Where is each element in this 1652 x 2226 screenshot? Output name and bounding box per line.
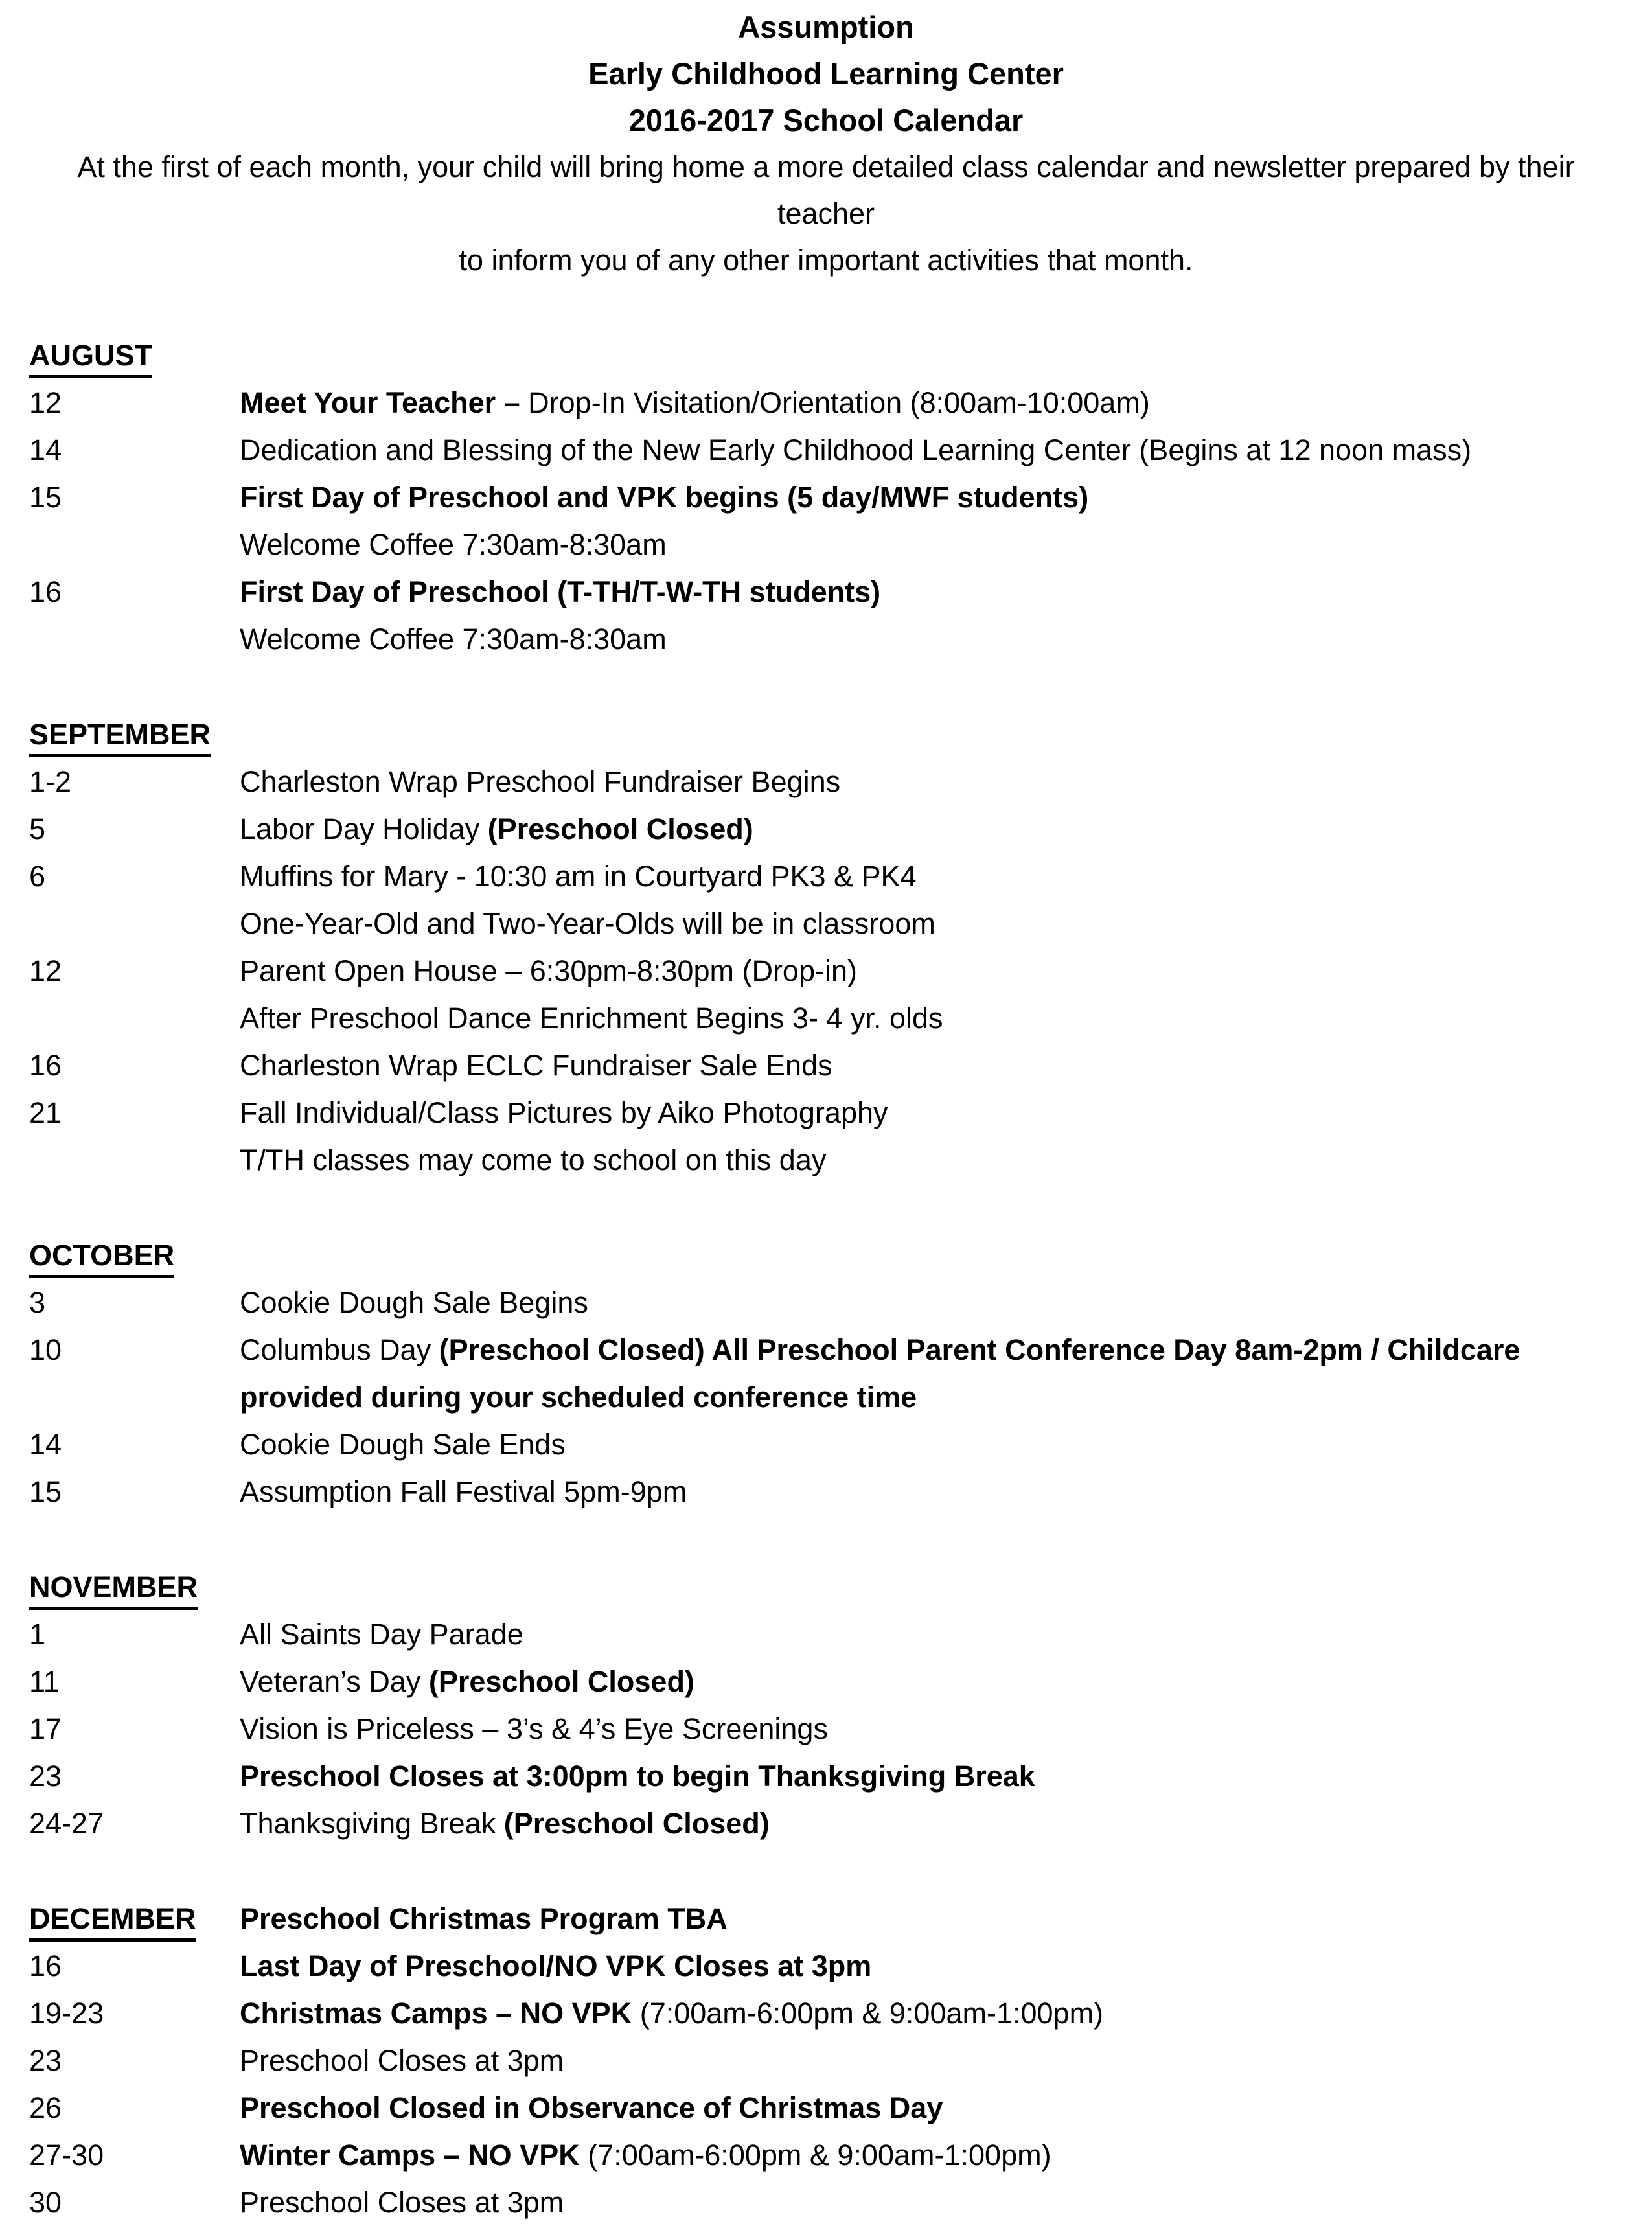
bold-text: (Preschool Closed) [503, 1807, 770, 1840]
month-heading-cell [29, 332, 240, 379]
calendar-title: 2016-2017 School Calendar [628, 103, 1024, 137]
month-section-october [29, 1232, 1623, 1515]
event-row [29, 1942, 1623, 1990]
event-row [29, 379, 1623, 426]
month-heading: NOVEMBER [29, 1568, 198, 1610]
month-heading-row [29, 1895, 1623, 1942]
month-heading: DECEMBER [29, 1899, 196, 1942]
month-heading-cell [29, 1895, 240, 1942]
event-date: 21 [29, 1096, 62, 1129]
event-row [29, 2131, 1623, 2179]
event-description [240, 2131, 1623, 2179]
event-row [29, 615, 1623, 663]
bold-text: Christmas Camps – NO VPK [240, 1997, 640, 2030]
event-date: 3 [29, 1286, 46, 1319]
event-date: 12 [29, 386, 62, 419]
event-date [29, 615, 240, 663]
event-row [29, 1990, 1623, 2037]
bold-text: (Preschool Closed) All Preschool Parent Conference Day 8am-2pm / Childcare [439, 1333, 1520, 1366]
event-description [240, 947, 1623, 994]
month-note [240, 1232, 1623, 1279]
event-description [240, 758, 1623, 805]
text: Welcome Coffee 7:30am-8:30am [240, 623, 667, 656]
event-date [29, 994, 240, 1042]
event-description [240, 1611, 1623, 1658]
month-heading: OCTOBER [29, 1236, 174, 1278]
event-date: 10 [29, 1333, 62, 1366]
event-row [29, 2179, 1623, 2226]
text: Dedication and Blessing of the New Early Childhood Learning Center (Begins at 12 noon mass) [240, 433, 1472, 466]
event-row [29, 1042, 1623, 1089]
month-heading-row [29, 711, 1623, 758]
text: One-Year-Old and Two-Year-Olds will be in classroom [240, 907, 935, 940]
event-description [240, 426, 1623, 474]
event-row [29, 1468, 1623, 1515]
event-row [29, 521, 1623, 568]
event-row [29, 1800, 1623, 1847]
event-date: 27-30 [29, 2139, 104, 2172]
event-description [240, 1800, 1623, 1847]
event-row [29, 1658, 1623, 1705]
event-date: 1 [29, 1618, 46, 1651]
event-date [29, 1136, 240, 1184]
bold-text: (Preschool Closed) [428, 1665, 694, 1698]
event-row [29, 1136, 1623, 1184]
event-row [29, 805, 1623, 853]
text: Muffins for Mary - 10:30 am in Courtyard PK3 & PK4 [240, 860, 917, 893]
event-date: 15 [29, 481, 62, 514]
text: Cookie Dough Sale Begins [240, 1286, 588, 1319]
event-row [29, 1752, 1623, 1800]
bold-text: (Preschool Closed) [487, 812, 753, 845]
event-description [240, 1089, 1623, 1136]
event-date [29, 1373, 240, 1421]
event-row [29, 1089, 1623, 1136]
event-row [29, 1421, 1623, 1468]
document-header [29, 4, 1623, 284]
event-description [240, 2037, 1623, 2084]
event-date [29, 521, 240, 568]
event-date: 23 [29, 2044, 62, 2077]
month-heading-row [29, 1563, 1623, 1611]
event-date: 5 [29, 812, 46, 845]
event-date: 24-27 [29, 1807, 104, 1840]
event-description [240, 1373, 1623, 1421]
event-date: 26 [29, 2091, 62, 2124]
month-section-december [29, 1895, 1623, 2226]
month-note [240, 1895, 1623, 1942]
bold-text: Last Day of Preschool/NO VPK Closes at 3pm [240, 1949, 872, 1982]
event-description [240, 521, 1623, 568]
event-row [29, 758, 1623, 805]
event-description [240, 1136, 1623, 1184]
event-description [240, 1042, 1623, 1089]
bold-text: Winter Camps – NO VPK [240, 2139, 588, 2172]
event-description [240, 2084, 1623, 2131]
month-section-september [29, 711, 1623, 1184]
event-row [29, 568, 1623, 615]
event-date: 14 [29, 433, 62, 466]
center-name: Early Childhood Learning Center [588, 56, 1064, 91]
month-note [240, 1563, 1623, 1611]
event-row [29, 1611, 1623, 1658]
text: Columbus Day [240, 1333, 439, 1366]
event-description [240, 1990, 1623, 2037]
month-heading-cell [29, 1232, 240, 1279]
event-date: 19-23 [29, 1997, 104, 2030]
calendar-sections [29, 332, 1623, 2226]
event-description [240, 615, 1623, 663]
text: Cookie Dough Sale Ends [240, 1428, 566, 1461]
event-date: 30 [29, 2186, 62, 2219]
event-description [240, 474, 1623, 521]
event-date: 16 [29, 575, 62, 608]
event-date: 14 [29, 1428, 62, 1461]
event-description [240, 1942, 1623, 1990]
event-row [29, 1279, 1623, 1326]
text: Vision is Priceless – 3’s & 4’s Eye Screenings [240, 1712, 828, 1745]
month-section-august [29, 332, 1623, 663]
intro-line-1: At the first of each month, your child will bring home a more detailed class calendar and newsletter prepared by their teacher [77, 150, 1575, 230]
event-date: 16 [29, 1949, 62, 1982]
text: Assumption Fall Festival 5pm-9pm [240, 1475, 687, 1508]
month-heading-cell [29, 711, 240, 758]
month-heading-row [29, 1232, 1623, 1279]
text: Charleston Wrap Preschool Fundraiser Begins [240, 765, 841, 798]
event-date: 15 [29, 1475, 62, 1508]
month-section-november [29, 1563, 1623, 1847]
bold-text: provided during your scheduled conference time [240, 1381, 917, 1414]
month-heading: SEPTEMBER [29, 715, 211, 757]
event-date: 12 [29, 954, 62, 987]
text: Parent Open House – 6:30pm-8:30pm (Drop-in) [240, 954, 857, 987]
bold-text: First Day of Preschool and VPK begins (5 day/MWF students) [240, 481, 1089, 514]
event-description [240, 1326, 1623, 1373]
event-date: 11 [29, 1665, 60, 1698]
text: T/TH classes may come to school on this day [240, 1143, 827, 1176]
month-heading-row [29, 332, 1623, 379]
event-description [240, 1468, 1623, 1515]
text: (7:00am-6:00pm & 9:00am-1:00pm) [588, 2139, 1051, 2172]
event-row [29, 2084, 1623, 2131]
event-row [29, 426, 1623, 474]
text: Preschool Closes at 3pm [240, 2044, 564, 2077]
event-description [240, 994, 1623, 1042]
event-row [29, 1373, 1623, 1421]
bold-text: Preschool Closes at 3:00pm to begin Thanksgiving Break [240, 1760, 1035, 1793]
event-row [29, 474, 1623, 521]
bold-text: Preschool Christmas Program TBA [240, 1902, 728, 1935]
event-description [240, 1421, 1623, 1468]
event-description [240, 900, 1623, 947]
event-row [29, 947, 1623, 994]
intro-line-2: to inform you of any other important activities that month. [459, 244, 1193, 277]
text: After Preschool Dance Enrichment Begins 3- 4 yr. olds [240, 1002, 943, 1035]
event-row [29, 994, 1623, 1042]
event-date: 23 [29, 1760, 62, 1793]
month-heading-cell [29, 1563, 240, 1611]
month-heading: AUGUST [29, 336, 152, 378]
event-row [29, 2037, 1623, 2084]
bold-text: First Day of Preschool (T-TH/T-W-TH students) [240, 575, 881, 608]
event-description [240, 1658, 1623, 1705]
event-date [29, 900, 240, 947]
event-description [240, 2179, 1623, 2226]
event-date: 17 [29, 1712, 62, 1745]
event-description [240, 853, 1623, 900]
event-date: 16 [29, 1049, 62, 1082]
text: Drop-In Visitation/Orientation (8:00am-10:00am) [528, 386, 1150, 419]
event-description [240, 1752, 1623, 1800]
text: Preschool Closes at 3pm [240, 2186, 564, 2219]
school-name: Assumption [738, 10, 914, 44]
text: Labor Day Holiday [240, 812, 488, 845]
event-row [29, 1705, 1623, 1752]
bold-text: Preschool Closed in Observance of Christmas Day [240, 2091, 943, 2124]
event-row [29, 900, 1623, 947]
event-description [240, 1705, 1623, 1752]
text: All Saints Day Parade [240, 1618, 523, 1651]
event-date: 1-2 [29, 765, 72, 798]
text: Welcome Coffee 7:30am-8:30am [240, 528, 667, 561]
month-note [240, 711, 1623, 758]
text: Thanksgiving Break [240, 1807, 504, 1840]
text: (7:00am-6:00pm & 9:00am-1:00pm) [639, 1997, 1104, 2030]
event-description [240, 1279, 1623, 1326]
event-description [240, 805, 1623, 853]
event-description [240, 379, 1623, 426]
text: Veteran’s Day [240, 1665, 429, 1698]
text: Charleston Wrap ECLC Fundraiser Sale Ends [240, 1049, 832, 1082]
event-date: 6 [29, 860, 46, 893]
event-description [240, 568, 1623, 615]
month-note [240, 332, 1623, 379]
bold-text: Meet Your Teacher – [240, 386, 529, 419]
event-row [29, 853, 1623, 900]
event-row [29, 1326, 1623, 1373]
text: Fall Individual/Class Pictures by Aiko Photography [240, 1096, 888, 1129]
intro-paragraph [29, 144, 1623, 284]
